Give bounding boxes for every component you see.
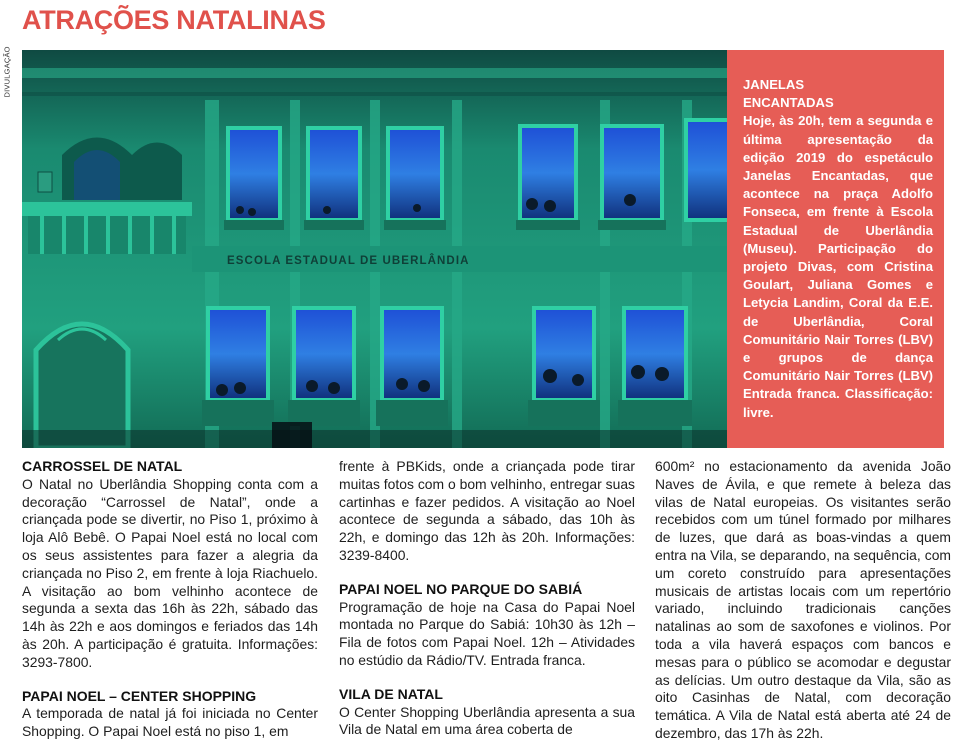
heading-carrossel-de-natal: CARROSSEL DE NATAL: [22, 458, 183, 474]
photo-credit: DIVULGAÇÃO: [2, 46, 12, 98]
column-3: [655, 458, 951, 743]
facade-sign: ESCOLA ESTADUAL DE UBERLÂNDIA: [227, 255, 470, 267]
sidebar-heading: JANELAS ENCANTADAS: [743, 77, 834, 111]
column-1: [22, 458, 318, 741]
text-vila-de-natal: O Center Shopping Uberlândia apresenta a sua Vila de Natal em uma área coberta de: [339, 703, 635, 738]
text-papai-noel-center-shopping: A temporada de natal já foi iniciada no Center Shopping. O Papai Noel está no piso 1, em: [22, 705, 318, 740]
text-papai-noel-parque-do-sabia: Programação de hoje na Casa do Papai Noel montada no Parque do Sabiá: 10h30 às 12h – Fila de fotos com Papai Noel. 12h – Atividades no estúdio da Rádio/TV. Entrada franca.: [339, 598, 635, 668]
text-carrossel-de-natal: O Natal no Uberlândia Shopping conta com a decoração “Carrossel de Natal”, onde a criançada pode se divertir, no Piso 1, próximo à loja Alô Bebê. O Papai Noel está no local com os seus assistentes para fazer a alegria da criançada no Piso 2, em frente à loja Riachuelo. A visitação ao bom velhinho acontece de segunda a sexta das 16h às 22h, sábado das 14h às 22h e aos domingos e feriados das 14h às 20h. A participação é gratuita. Informações: 3293-7800.: [22, 475, 318, 670]
text-papai-noel-center-shopping-cont: frente à PBKids, onde a criançada pode tirar muitas fotos com o bom velhinho, entregar suas cartinhas e fazer pedidos. A visitação ao Noel acontece de segunda a sábado, das 10h às 22h, e domingo das 12h às 20h. Informações: 3239-8400.: [339, 458, 635, 563]
facade-illustration: [22, 50, 727, 448]
column-2: [339, 458, 635, 739]
page-title: ATRAÇÕES NATALINAS: [22, 5, 326, 35]
sidebar-janelas-encantadas: [727, 50, 944, 448]
heading-vila-de-natal: VILA DE NATAL: [339, 685, 443, 702]
heading-papai-noel-parque-do-sabia: PAPAI NOEL NO PARQUE DO SABIÁ: [339, 580, 583, 597]
building-photo: [22, 50, 727, 448]
text-vila-de-natal-cont: 600m² no estacionamento da avenida João Naves de Ávila, e que remete à beleza das vilas de Natal europeias. Os visitantes serão recebidos com um túnel formado por milhares de luzes, que dará as boas-vindas a quem entra na Vila, se deparando, na sequência, com um coreto construído para apresentações musicais de artistas locais com um repertório variado, incluindo tradicionais canções natalinas ao som de saxofones e violinos. Por toda a vila haverá espaços com bancos e mesas para o público se acomodar e degustar as delícias. Um outro destaque da Vila, são as oito Casinhas de Natal, com decoração temática. A Vila de Natal está aberta até 24 de dezembro, das 17h às 22h.: [655, 458, 951, 741]
heading-papai-noel-center-shopping: PAPAI NOEL – CENTER SHOPPING: [22, 687, 257, 704]
sidebar-body: Hoje, às 20h, tem a segunda e última apresentação da edição 2019 do espetáculo Janelas Encantadas, que acontece na praça Adolfo Fonseca, em frente à Escola Estadual de Uberlândia (Museu). Participação do projeto Divas, com Cristina Goulart, Juliana Gomes e Letycia Landim, Coral da E.E. de Uberlândia, Coral Comunitário Nair Torres (LBV) e grupos de dança Comunitário Nair Torres (LBV) Entrada franca. Classificação: livre.: [743, 113, 933, 420]
